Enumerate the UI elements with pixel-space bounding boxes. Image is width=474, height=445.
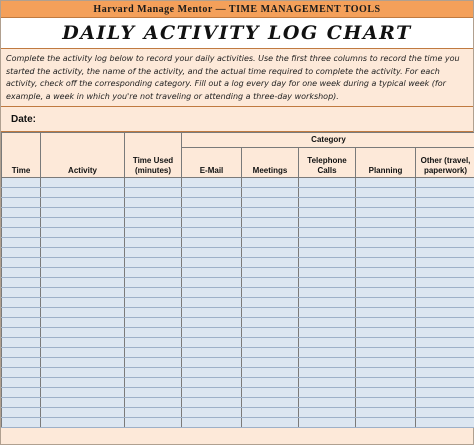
- log-cell[interactable]: [182, 408, 242, 418]
- log-cell[interactable]: [125, 208, 182, 218]
- log-cell[interactable]: [299, 188, 356, 198]
- log-cell[interactable]: [356, 258, 416, 268]
- log-cell[interactable]: [242, 378, 299, 388]
- log-cell[interactable]: [299, 348, 356, 358]
- log-cell[interactable]: [416, 288, 474, 298]
- log-cell[interactable]: [41, 298, 125, 308]
- log-cell[interactable]: [299, 418, 356, 428]
- log-cell[interactable]: [125, 378, 182, 388]
- log-cell[interactable]: [125, 388, 182, 398]
- page-title: DAILY ACTIVITY LOG CHART: [62, 22, 412, 44]
- log-cell[interactable]: [182, 368, 242, 378]
- log-cell[interactable]: [2, 378, 41, 388]
- log-cell[interactable]: [41, 378, 125, 388]
- log-cell[interactable]: [299, 408, 356, 418]
- col-header-time-used: Time Used (minutes): [125, 133, 182, 178]
- log-cell[interactable]: [299, 268, 356, 278]
- log-cell[interactable]: [356, 328, 416, 338]
- table-row: [2, 208, 474, 218]
- log-cell[interactable]: [356, 308, 416, 318]
- log-cell[interactable]: [2, 348, 41, 358]
- log-cell[interactable]: [299, 248, 356, 258]
- log-cell[interactable]: [242, 228, 299, 238]
- log-cell[interactable]: [356, 288, 416, 298]
- log-cell[interactable]: [299, 338, 356, 348]
- table-row: [2, 388, 474, 398]
- table-row: [2, 258, 474, 268]
- log-cell[interactable]: [2, 358, 41, 368]
- log-cell[interactable]: [416, 258, 474, 268]
- log-cell[interactable]: [242, 328, 299, 338]
- log-cell[interactable]: [41, 418, 125, 428]
- log-cell[interactable]: [125, 248, 182, 258]
- log-cell[interactable]: [41, 408, 125, 418]
- log-cell[interactable]: [125, 198, 182, 208]
- table-row: [2, 358, 474, 368]
- table-row: [2, 178, 474, 188]
- log-cell[interactable]: [416, 188, 474, 198]
- log-cell[interactable]: [125, 318, 182, 328]
- log-cell[interactable]: [182, 348, 242, 358]
- log-cell[interactable]: [182, 238, 242, 248]
- log-cell[interactable]: [2, 388, 41, 398]
- log-cell[interactable]: [356, 178, 416, 188]
- log-cell[interactable]: [125, 368, 182, 378]
- log-cell[interactable]: [2, 218, 41, 228]
- log-cell[interactable]: [125, 418, 182, 428]
- log-cell[interactable]: [299, 238, 356, 248]
- log-cell[interactable]: [41, 368, 125, 378]
- log-cell[interactable]: [182, 198, 242, 208]
- log-cell[interactable]: [182, 318, 242, 328]
- log-cell[interactable]: [2, 268, 41, 278]
- table-row: [2, 228, 474, 238]
- activity-log-table: [1, 132, 474, 428]
- log-cell[interactable]: [242, 288, 299, 298]
- log-cell[interactable]: [41, 228, 125, 238]
- col-header-meetings: Meetings: [242, 148, 299, 178]
- log-cell[interactable]: [242, 348, 299, 358]
- log-cell[interactable]: [242, 268, 299, 278]
- log-cell[interactable]: [416, 368, 474, 378]
- log-cell[interactable]: [41, 358, 125, 368]
- table-row: [2, 188, 474, 198]
- log-cell[interactable]: [242, 238, 299, 248]
- table-row: [2, 268, 474, 278]
- log-cell[interactable]: [242, 248, 299, 258]
- log-cell[interactable]: [242, 398, 299, 408]
- log-cell[interactable]: [242, 188, 299, 198]
- log-cell[interactable]: [2, 328, 41, 338]
- table-row: [2, 298, 474, 308]
- banner: Harvard Manage Mentor — TIME MANAGEMENT TOOLS: [1, 1, 473, 18]
- log-cell[interactable]: [416, 178, 474, 188]
- table-row: [2, 318, 474, 328]
- log-cell[interactable]: [242, 418, 299, 428]
- log-cell[interactable]: [125, 358, 182, 368]
- log-cell[interactable]: [416, 268, 474, 278]
- table-row: [2, 378, 474, 388]
- log-cell[interactable]: [416, 348, 474, 358]
- log-cell[interactable]: [416, 418, 474, 428]
- log-cell[interactable]: [2, 228, 41, 238]
- log-cell[interactable]: [356, 228, 416, 238]
- log-cell[interactable]: [125, 338, 182, 348]
- instructions-text: Complete the activity log below to record your daily activities. Use the first three columns to record the time you started the activity, the name of the activity, and the actual time required to complete the activity. For each activity, check off the corresponding category. Fill out a log every day for one week during a typical week (for example, a week in which you're not traveling or attending a three-day workshop).: [1, 49, 473, 107]
- log-cell[interactable]: [2, 338, 41, 348]
- log-cell[interactable]: [182, 268, 242, 278]
- table-row: [2, 278, 474, 288]
- log-cell[interactable]: [2, 308, 41, 318]
- log-cell[interactable]: [356, 208, 416, 218]
- log-cell[interactable]: [416, 228, 474, 238]
- log-cell[interactable]: [125, 178, 182, 188]
- log-cell[interactable]: [41, 188, 125, 198]
- table-row: [2, 308, 474, 318]
- log-cell[interactable]: [242, 258, 299, 268]
- log-cell[interactable]: [2, 188, 41, 198]
- log-cell[interactable]: [41, 278, 125, 288]
- log-cell[interactable]: [416, 328, 474, 338]
- log-cell[interactable]: [299, 368, 356, 378]
- date-row[interactable]: [1, 107, 473, 132]
- table-row: [2, 368, 474, 378]
- log-cell[interactable]: [182, 398, 242, 408]
- log-cell[interactable]: [41, 248, 125, 258]
- log-cell[interactable]: [125, 218, 182, 228]
- log-cell[interactable]: [182, 358, 242, 368]
- log-cell[interactable]: [416, 308, 474, 318]
- log-cell[interactable]: [416, 398, 474, 408]
- log-cell[interactable]: [41, 218, 125, 228]
- table-row: [2, 218, 474, 228]
- table-row: [2, 398, 474, 408]
- log-cell[interactable]: [41, 398, 125, 408]
- title-box: [1, 18, 473, 49]
- log-cell[interactable]: [356, 218, 416, 228]
- log-cell[interactable]: [299, 398, 356, 408]
- log-cell[interactable]: [2, 318, 41, 328]
- log-cell[interactable]: [125, 398, 182, 408]
- log-cell[interactable]: [242, 388, 299, 398]
- log-cell[interactable]: [242, 298, 299, 308]
- log-cell[interactable]: [182, 378, 242, 388]
- log-cell[interactable]: [182, 308, 242, 318]
- log-cell[interactable]: [299, 288, 356, 298]
- log-cell[interactable]: [182, 258, 242, 268]
- log-cell[interactable]: [356, 348, 416, 358]
- table-row: [2, 248, 474, 258]
- log-cell[interactable]: [182, 388, 242, 398]
- log-cell[interactable]: [125, 348, 182, 358]
- table-row: [2, 328, 474, 338]
- log-cell[interactable]: [182, 228, 242, 238]
- log-cell[interactable]: [356, 198, 416, 208]
- table-row: [2, 238, 474, 248]
- log-cell[interactable]: [182, 208, 242, 218]
- log-cell[interactable]: [41, 308, 125, 318]
- log-cell[interactable]: [356, 388, 416, 398]
- date-label: Date:: [11, 113, 37, 125]
- log-cell[interactable]: [182, 178, 242, 188]
- log-cell[interactable]: [2, 398, 41, 408]
- log-cell[interactable]: [299, 198, 356, 208]
- log-cell[interactable]: [356, 238, 416, 248]
- log-cell[interactable]: [242, 208, 299, 218]
- log-cell[interactable]: [416, 208, 474, 218]
- log-cell[interactable]: [242, 178, 299, 188]
- log-cell[interactable]: [356, 278, 416, 288]
- log-cell[interactable]: [2, 278, 41, 288]
- log-cell[interactable]: [299, 258, 356, 268]
- log-cell[interactable]: [182, 248, 242, 258]
- table-row: [2, 418, 474, 428]
- log-cell[interactable]: [356, 418, 416, 428]
- log-cell[interactable]: [41, 348, 125, 358]
- log-cell[interactable]: [242, 308, 299, 318]
- log-cell[interactable]: [41, 268, 125, 278]
- log-cell[interactable]: [182, 418, 242, 428]
- log-cell[interactable]: [41, 288, 125, 298]
- log-cell[interactable]: [356, 188, 416, 198]
- log-cell[interactable]: [299, 208, 356, 218]
- log-cell[interactable]: [356, 408, 416, 418]
- log-cell[interactable]: [299, 318, 356, 328]
- log-cell[interactable]: [41, 198, 125, 208]
- log-cell[interactable]: [2, 408, 41, 418]
- table-row: [2, 198, 474, 208]
- log-cell[interactable]: [416, 378, 474, 388]
- log-cell[interactable]: [182, 188, 242, 198]
- col-header-email: E-Mail: [182, 148, 242, 178]
- log-cell[interactable]: [242, 278, 299, 288]
- log-cell[interactable]: [125, 298, 182, 308]
- log-cell[interactable]: [416, 318, 474, 328]
- log-cell[interactable]: [125, 228, 182, 238]
- log-cell[interactable]: [416, 388, 474, 398]
- log-cell[interactable]: [356, 268, 416, 278]
- log-cell[interactable]: [125, 278, 182, 288]
- log-cell[interactable]: [299, 278, 356, 288]
- log-cell[interactable]: [182, 218, 242, 228]
- log-cell[interactable]: [299, 228, 356, 238]
- col-header-time: Time: [2, 133, 41, 178]
- log-cell[interactable]: [182, 338, 242, 348]
- log-cell[interactable]: [356, 318, 416, 328]
- log-cell[interactable]: [299, 358, 356, 368]
- log-cell[interactable]: [356, 368, 416, 378]
- log-cell[interactable]: [242, 408, 299, 418]
- log-cell[interactable]: [416, 298, 474, 308]
- log-cell[interactable]: [356, 298, 416, 308]
- col-header-telephone: Telephone Calls: [299, 148, 356, 178]
- log-cell[interactable]: [356, 378, 416, 388]
- log-cell[interactable]: [41, 238, 125, 248]
- log-cell[interactable]: [2, 248, 41, 258]
- log-cell[interactable]: [416, 358, 474, 368]
- log-cell[interactable]: [2, 418, 41, 428]
- log-cell[interactable]: [125, 408, 182, 418]
- log-cell[interactable]: [125, 308, 182, 318]
- table-row: [2, 338, 474, 348]
- log-cell[interactable]: [182, 278, 242, 288]
- log-cell[interactable]: [2, 288, 41, 298]
- log-cell[interactable]: [416, 218, 474, 228]
- table-row: [2, 348, 474, 358]
- log-cell[interactable]: [242, 318, 299, 328]
- log-cell[interactable]: [299, 298, 356, 308]
- log-cell[interactable]: [416, 198, 474, 208]
- log-cell[interactable]: [416, 238, 474, 248]
- log-cell[interactable]: [356, 398, 416, 408]
- log-cell[interactable]: [182, 288, 242, 298]
- log-cell[interactable]: [182, 298, 242, 308]
- log-cell[interactable]: [41, 388, 125, 398]
- log-cell[interactable]: [299, 328, 356, 338]
- log-cell[interactable]: [2, 208, 41, 218]
- log-cell[interactable]: [356, 358, 416, 368]
- col-header-other: Other (travel, paperwork): [416, 148, 474, 178]
- log-cell[interactable]: [242, 198, 299, 208]
- col-header-activity: Activity: [41, 133, 125, 178]
- log-cell[interactable]: [2, 178, 41, 188]
- log-cell[interactable]: [356, 338, 416, 348]
- log-cell[interactable]: [299, 218, 356, 228]
- log-cell[interactable]: [416, 248, 474, 258]
- log-cell[interactable]: [299, 178, 356, 188]
- log-cell[interactable]: [125, 328, 182, 338]
- log-cell[interactable]: [2, 238, 41, 248]
- log-cell[interactable]: [416, 278, 474, 288]
- log-cell[interactable]: [242, 218, 299, 228]
- log-cell[interactable]: [2, 368, 41, 378]
- log-cell[interactable]: [41, 178, 125, 188]
- log-cell[interactable]: [299, 308, 356, 318]
- log-cell[interactable]: [416, 338, 474, 348]
- log-body: [2, 178, 474, 428]
- log-cell[interactable]: [2, 298, 41, 308]
- log-cell[interactable]: [299, 388, 356, 398]
- log-cell[interactable]: [125, 268, 182, 278]
- table-row: [2, 408, 474, 418]
- log-cell[interactable]: [182, 328, 242, 338]
- table-row: [2, 288, 474, 298]
- log-cell[interactable]: [41, 208, 125, 218]
- log-cell[interactable]: [125, 188, 182, 198]
- log-cell[interactable]: [41, 318, 125, 328]
- log-cell[interactable]: [242, 358, 299, 368]
- log-cell[interactable]: [299, 378, 356, 388]
- log-cell[interactable]: [125, 238, 182, 248]
- log-cell[interactable]: [41, 328, 125, 338]
- log-cell[interactable]: [416, 408, 474, 418]
- category-header: Category: [182, 133, 474, 148]
- log-cell[interactable]: [2, 198, 41, 208]
- log-cell[interactable]: [242, 368, 299, 378]
- log-cell[interactable]: [242, 338, 299, 348]
- log-cell[interactable]: [125, 288, 182, 298]
- col-header-planning: Planning: [356, 148, 416, 178]
- log-cell[interactable]: [125, 258, 182, 268]
- log-cell[interactable]: [356, 248, 416, 258]
- log-cell[interactable]: [41, 258, 125, 268]
- log-cell[interactable]: [2, 258, 41, 268]
- log-cell[interactable]: [41, 338, 125, 348]
